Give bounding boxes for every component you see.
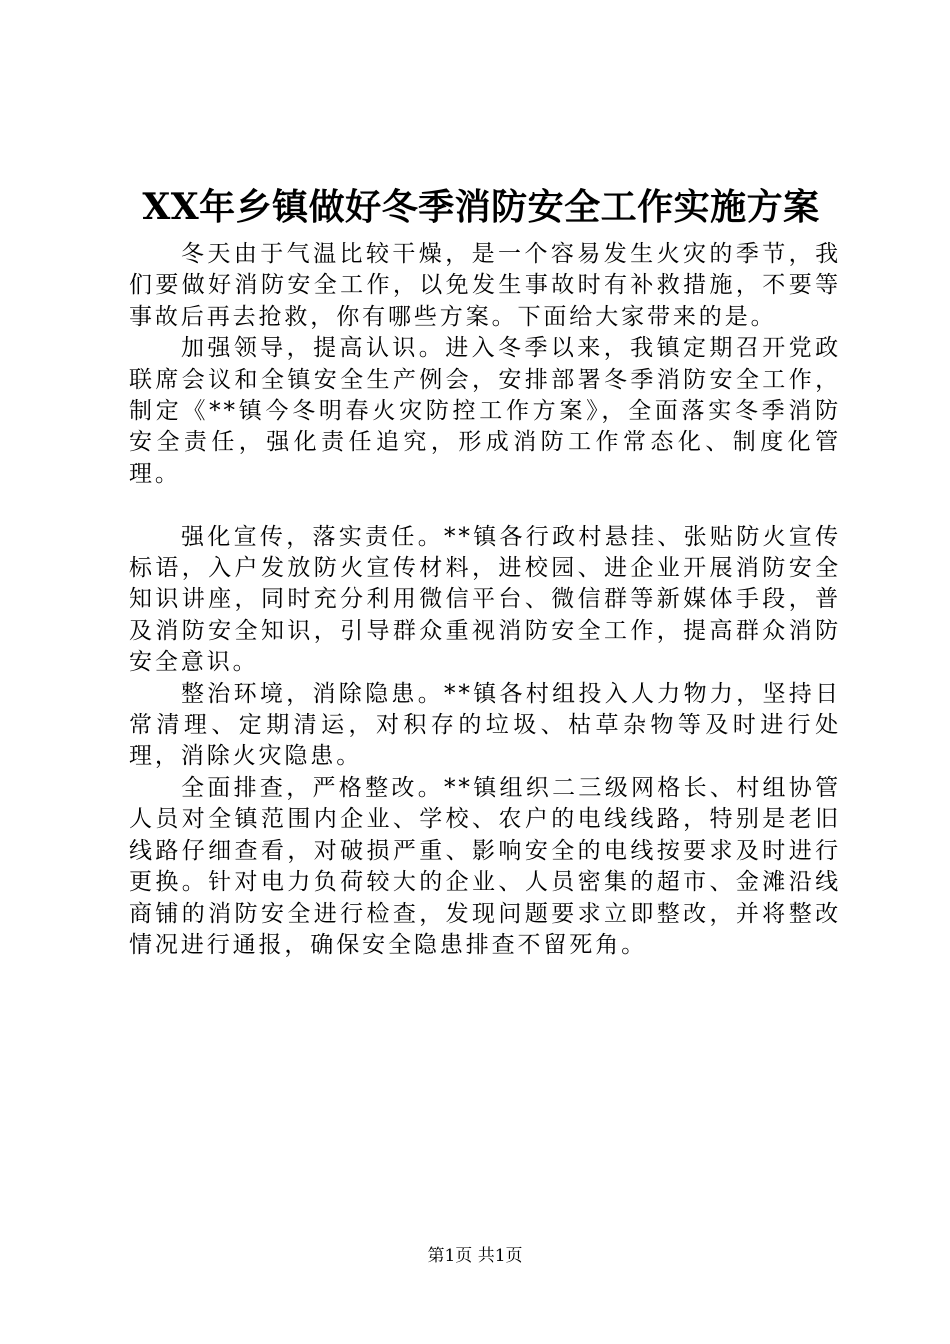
paragraph-leadership: 加强领导，提高认识。进入冬季以来，我镇定期召开党政联席会议和全镇安全生产例会，安排部署冬季消防安全工作，制定《**镇今冬明春火灾防控工作方案》，全面落实冬季消防安全责任，强化责任追究，形成消防工作常态化、制度化管理。 (129, 335, 841, 487)
document-title: XX年乡镇做好冬季消防安全工作实施方案 (142, 186, 820, 228)
paragraph-environment: 整治环境，消除隐患。**镇各村组投入人力物力，坚持日常清理、定期清运，对积存的垃圾、枯草杂物等及时进行处理，消除火灾隐患。 (129, 680, 841, 770)
paragraph-inspection: 全面排查，严格整改。**镇组织二三级网格长、村组协管人员对全镇范围内企业、学校、农户的电线线路，特别是老旧线路仔细查看，对破损严重、影响安全的电线按要求及时进行更换。针对电力负荷较大的企业、人员密集的超市、金滩沿线商铺的消防安全进行检查，发现问题要求立即整改，并将整改情况进行通报，确保安全隐患排查不留死角。 (129, 774, 841, 958)
page-footer: 第1页 共1页 (427, 1246, 523, 1266)
paragraph-spacer (129, 490, 841, 521)
document-body (129, 239, 841, 961)
paragraph-intro: 冬天由于气温比较干燥，是一个容易发生火灾的季节，我们要做好消防安全工作，以免发生事故时有补救措施，不要等事故后再去抢救，你有哪些方案。下面给大家带来的是。 (129, 241, 841, 330)
paragraph-publicity: 强化宣传，落实责任。**镇各行政村悬挂、张贴防火宣传标语，入户发放防火宣传材料，进校园、进企业开展消防安全知识讲座，同时充分利用微信平台、微信群等新媒体手段，普及消防安全知识，引导群众重视消防安全工作，提高群众消防安全意识。 (129, 523, 841, 676)
